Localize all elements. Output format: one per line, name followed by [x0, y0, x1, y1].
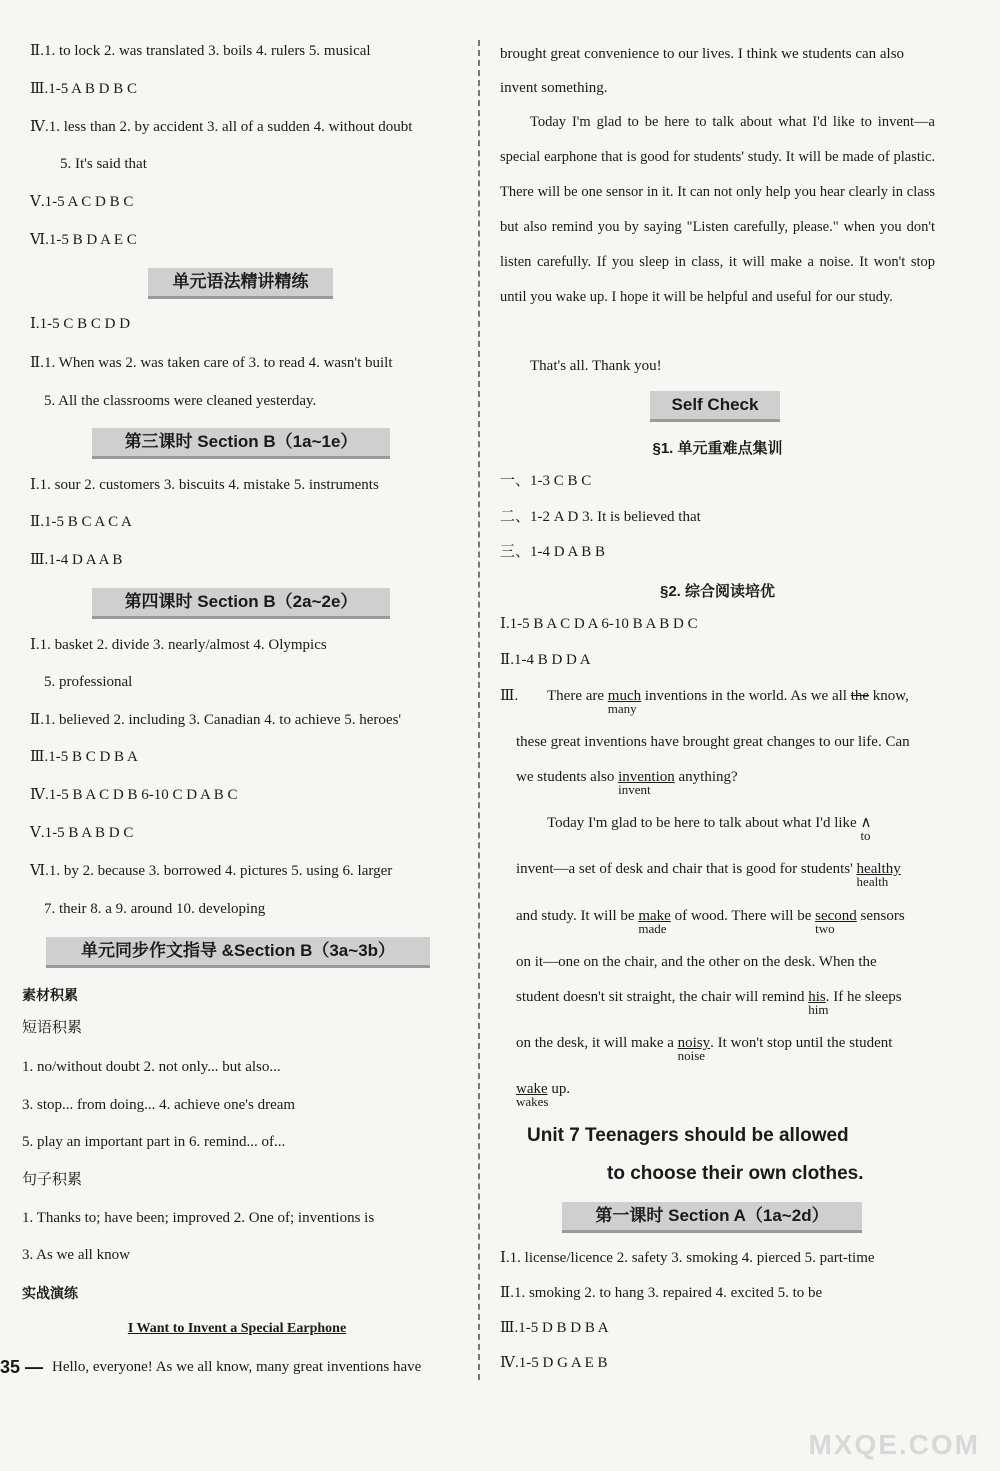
- page-number: 35 —: [0, 1357, 44, 1377]
- section-header: 第一课时 Section A（1a~2d）: [562, 1202, 862, 1233]
- subheading: §1. 单元重难点集训: [652, 440, 783, 457]
- answer-line: Ⅳ.1. less than 2. by accident 3. all of a sudden 4. without doubt: [30, 119, 413, 135]
- answer-line: 3. As we all know: [22, 1247, 130, 1263]
- answer-line: Ⅵ.1-5 B D A E C: [30, 232, 137, 248]
- answer-line: Ⅴ.1-5 A C D B C: [30, 194, 134, 210]
- answer-line: Ⅱ.1. to lock 2. was translated 3. boils 4. rulers 5. musical: [30, 43, 371, 59]
- answer-line: 二、1-2 A D 3. It is believed that: [500, 509, 701, 525]
- answer-line: Ⅱ.1-4 B D D A: [500, 652, 591, 668]
- essay-line: Hello, everyone! As we all know, many great inventions have: [52, 1359, 422, 1375]
- answer-line: Ⅱ.1. believed 2. including 3. Canadian 4. to achieve 5. heroes': [30, 712, 402, 728]
- correction-line: on it—one on the chair, and the other on the desk. When the: [516, 954, 877, 970]
- essay-title: I Want to Invent a Special Earphone: [127, 1321, 347, 1336]
- answer-line: 3. stop... from doing... 4. achieve one's dream: [22, 1097, 296, 1113]
- answer-line: 7. their 8. a 9. around 10. developing: [44, 901, 266, 917]
- answer-line: Ⅴ.1-5 B A B D C: [30, 825, 134, 841]
- answer-line: Ⅱ.1. smoking 2. to hang 3. repaired 4. excited 5. to be: [500, 1285, 823, 1301]
- correction-line: invent—a set of desk and chair that is good for students' healthy health: [516, 861, 901, 889]
- answer-line: Ⅰ.1-5 C B C D D: [30, 316, 131, 332]
- subheading: 实战演练: [22, 1285, 78, 1301]
- subheading: §2. 综合阅读培优: [659, 583, 776, 600]
- answer-line: 一、1-3 C B C: [500, 473, 592, 489]
- essay-line: brought great convenience to our lives. I think we students can also: [500, 46, 905, 62]
- essay-paragraph: Today I'm glad to be here to talk about what I'd like to invent—a special earphone that is good for students' study. It will be made of plastic. There will be one sensor in it. It can not only help you hear clearly in class but also remind you by saying "Listen carefully, please." when you don't listen carefully. If you sleep in class, it will make a noise. It won't stop until you wake up. I hope it will be helpful and useful for our study.: [500, 114, 935, 305]
- answer-line: Ⅰ.1-5 B A C D A 6-10 B A B D C: [500, 616, 698, 632]
- answer-line: Ⅳ.1-5 B A C D B 6-10 C D A B C: [30, 787, 238, 803]
- correction-line: we students also invention invent anything?: [516, 769, 738, 797]
- column-divider: [478, 40, 480, 1380]
- answer-line: 5. professional: [44, 674, 133, 690]
- unit-title: Unit 7 Teenagers should be allowed: [527, 1125, 849, 1146]
- watermark: MXQE.COM: [808, 1429, 980, 1460]
- correction-line: on the desk, it will make a noisy noise . It won't stop until the student: [516, 1035, 893, 1063]
- answer-line: Ⅲ.1-5 D B D B A: [500, 1320, 609, 1336]
- correction-line: student doesn't sit straight, the chair will remind his him . If he sleeps: [516, 989, 902, 1017]
- answer-line: Ⅰ.1. basket 2. divide 3. nearly/almost 4. Olympics: [30, 637, 327, 653]
- answer-line: 5. play an important part in 6. remind... of...: [22, 1134, 286, 1150]
- answer-line: Ⅰ.1. sour 2. customers 3. biscuits 4. mistake 5. instruments: [30, 477, 379, 493]
- answer-line: 1. no/without doubt 2. not only... but also...: [22, 1059, 281, 1075]
- section-header: 第三课时 Section B（1a~1e）: [92, 428, 390, 459]
- answer-line: Ⅲ.1-5 A B D B C: [30, 81, 137, 97]
- answer-line: 5. It's said that: [60, 156, 147, 172]
- section-header: 单元同步作文指导 &Section B（3a~3b）: [46, 937, 430, 968]
- answer-line: Ⅲ.1-5 B C D B A: [30, 749, 138, 765]
- section-header: Self Check: [650, 391, 780, 422]
- answer-line: Ⅲ.1-4 D A A B: [30, 552, 123, 568]
- answer-line: Ⅰ.1. license/licence 2. safety 3. smoking 4. pierced 5. part-time: [500, 1250, 875, 1266]
- essay-line: invent something.: [500, 80, 608, 96]
- correction-line: and study. It will be make made of wood. There will be second two sensors: [516, 908, 905, 936]
- correction-label: Ⅲ.: [500, 688, 519, 704]
- section-header: 第四课时 Section B（2a~2e）: [92, 588, 390, 619]
- answer-line: Ⅵ.1. by 2. because 3. borrowed 4. pictures 5. using 6. larger: [30, 863, 393, 879]
- correction-line: Today I'm glad to be here to talk about what I'd like ∧ to: [547, 815, 872, 843]
- subheading: 短语积累: [22, 1020, 83, 1036]
- correction-line: these great inventions have brought great changes to our life. Can: [516, 734, 910, 750]
- answer-line: Ⅳ.1-5 D G A E B: [500, 1355, 608, 1371]
- correction-line: wake wakes up.: [516, 1081, 571, 1109]
- section-header: 单元语法精讲精练: [148, 268, 333, 299]
- answer-line: Ⅱ.1. When was 2. was taken care of 3. to read 4. wasn't built: [30, 355, 393, 371]
- essay-line: That's all. Thank you!: [530, 358, 662, 374]
- correction-line: There are much many inventions in the world. As we all the know,: [547, 688, 909, 716]
- answer-line: 5. All the classrooms were cleaned yesterday.: [44, 393, 317, 409]
- unit-title: to choose their own clothes.: [607, 1163, 864, 1184]
- subheading: 句子积累: [22, 1172, 83, 1188]
- answer-line: 三、1-4 D A B B: [500, 544, 606, 560]
- answer-line: 1. Thanks to; have been; improved 2. One of; inventions is: [22, 1210, 375, 1226]
- subheading: 素材积累: [22, 987, 78, 1003]
- answer-line: Ⅱ.1-5 B C A C A: [30, 514, 132, 530]
